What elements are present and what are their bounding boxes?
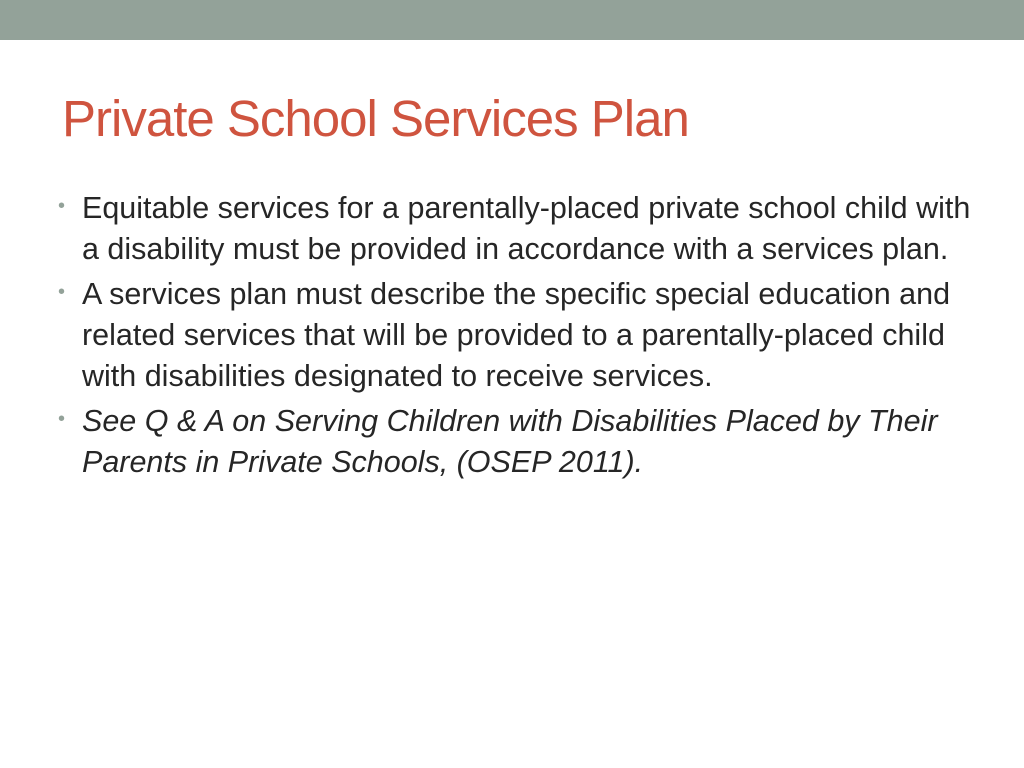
slide-title: Private School Services Plan [62, 90, 689, 147]
bullet-item [58, 401, 978, 483]
header-accent-bar [0, 0, 1024, 40]
reference-text: See Q & A on Serving Children with Disabilities Placed by Their Parents in Private Schools, (OSEP 2011). [82, 404, 938, 479]
bullet-text: A services plan must describe the specific special education and related services that will be provided to a parentally-placed child with disabilities designated to receive services. [82, 277, 951, 393]
bullet-dot-icon: • [58, 195, 66, 217]
bullet-item [58, 274, 978, 397]
bullet-list [58, 188, 978, 487]
bullet-item [58, 188, 978, 270]
bullet-dot-icon: • [58, 408, 66, 430]
bullet-text: Equitable services for a parentally-placed private school child with a disability must be provided in accordance with a services plan. [82, 191, 971, 266]
bullet-dot-icon: • [58, 281, 66, 303]
